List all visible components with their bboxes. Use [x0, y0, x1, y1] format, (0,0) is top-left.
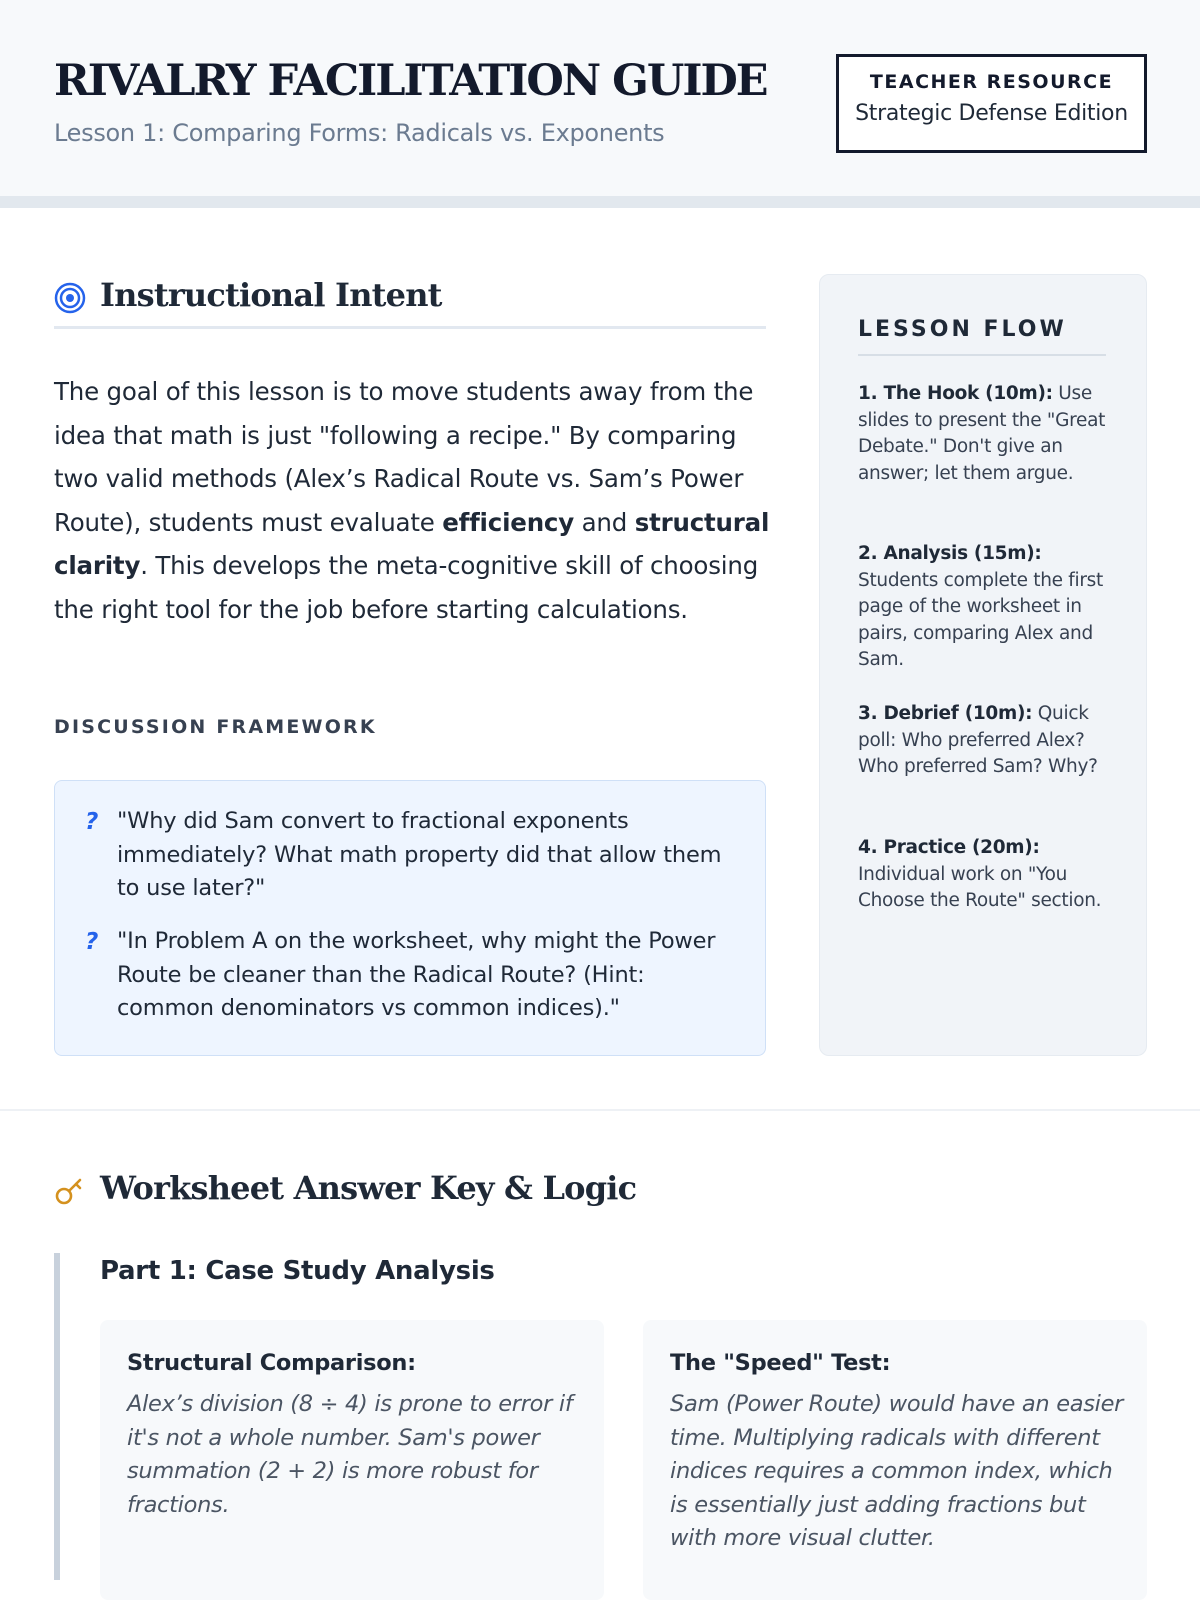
flow-item-label: 4. Practice (20m):: [858, 837, 1040, 858]
flow-item-label: 1. The Hook (10m):: [858, 383, 1053, 404]
intent-paragraph: [54, 370, 774, 631]
intent-text: . This develops the meta-cognitive skill of choosing the right tool for the job before starting calculations.: [54, 551, 759, 624]
flow-item-text: Students complete the first page of the worksheet in pairs, comparing Alex and Sam.: [858, 569, 1103, 671]
discussion-question: "Why did Sam convert to fractional exponents immediately? What math property did that allow them to use later?": [117, 808, 722, 901]
badge-label: TEACHER RESOURCE: [869, 71, 1114, 93]
key-icon: [54, 1175, 86, 1207]
question-mark-icon: ?: [85, 929, 99, 955]
lesson-flow-item: [858, 701, 1108, 781]
section-title-answer-key: Worksheet Answer Key & Logic: [100, 1169, 637, 1207]
card-text: Alex’s division (8 ÷ 4) is prone to error if it's not a whole number. Sam's power summation (2 + 2) is more robust for fractions.: [127, 1391, 573, 1518]
discussion-question: "In Problem A on the worksheet, why might the Power Route be cleaner than the Radical Route? (Hint: common denominators vs common indices).": [117, 928, 716, 1021]
lesson-flow-item: [858, 541, 1108, 674]
lesson-subtitle: Lesson 1: Comparing Forms: Radicals vs. Exponents: [54, 119, 665, 147]
teacher-resource-badge: [836, 54, 1147, 153]
section-divider: [54, 326, 766, 329]
lesson-flow-divider: [858, 354, 1106, 356]
part-title: Part 1: Case Study Analysis: [100, 1256, 495, 1286]
page-title: RIVALRY FACILITATION GUIDE: [54, 56, 767, 106]
target-icon: [54, 282, 86, 314]
intent-bold-efficiency: efficiency: [442, 507, 575, 537]
flow-item-text: Quick poll: Who preferred Alex? Who preferred Sam? Why?: [858, 703, 1098, 778]
part-accent-bar: [54, 1253, 60, 1580]
intent-bold-structural-clarity: structural clarity: [54, 507, 770, 580]
lesson-flow-card: [819, 274, 1147, 1056]
section-title-intent: Instructional Intent: [100, 276, 442, 314]
speed-test-card: [643, 1320, 1147, 1600]
flow-item-label: 2. Analysis (15m):: [858, 543, 1042, 564]
card-title: Structural Comparison:: [127, 1350, 416, 1376]
lesson-flow-item: [858, 381, 1108, 487]
discussion-questions-box: [54, 780, 766, 1056]
flow-item-text: Use slides to present the "Great Debate." Don't give an answer; let them argue.: [858, 383, 1106, 484]
badge-edition: Strategic Defense Edition: [855, 101, 1128, 126]
section-separator: [0, 1109, 1200, 1111]
page-header: [0, 0, 1200, 208]
lesson-flow-title: LESSON FLOW: [858, 317, 1067, 342]
flow-item-label: 3. Debrief (10m):: [858, 703, 1033, 724]
flow-item-text: Individual work on "You Choose the Route" section.: [858, 863, 1102, 912]
intent-text: and: [574, 507, 635, 537]
card-title: The "Speed" Test:: [670, 1350, 891, 1376]
lesson-flow-item: [858, 835, 1108, 915]
question-mark-icon: ?: [85, 809, 99, 835]
card-text: Sam (Power Route) would have an easier time. Multiplying radicals with different indices requires a common index, which is essentially just adding fractions but with more visual clutter.: [670, 1391, 1124, 1551]
intent-text: The goal of this lesson is to move students away from the idea that math is just "following a recipe." By comparing two valid methods (Alex’s Radical Route vs. Sam’s Power Route), students must evaluate: [54, 377, 754, 537]
structural-comparison-card: [100, 1320, 604, 1600]
discussion-framework-label: DISCUSSION FRAMEWORK: [54, 716, 377, 738]
